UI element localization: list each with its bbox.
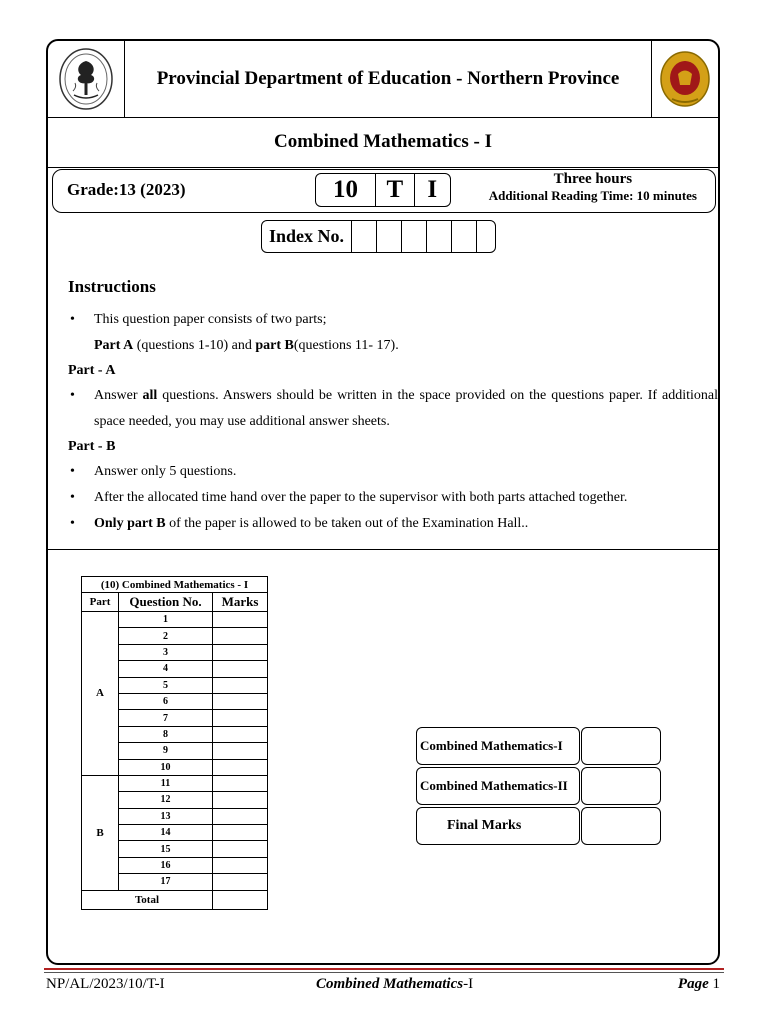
marks-cell[interactable]	[213, 841, 268, 857]
col-header-part: Part	[82, 593, 119, 612]
question-number: 3	[119, 644, 213, 660]
instruction-text: This question paper consists of two parts;	[94, 312, 327, 327]
question-number: 17	[119, 874, 213, 890]
subject-title: Combined Mathematics - I	[48, 117, 718, 168]
instruction-text: Answer	[94, 388, 143, 403]
question-number: 4	[119, 661, 213, 677]
instruction-emphasis: Only part B	[94, 516, 166, 531]
marks-cell[interactable]	[213, 710, 268, 726]
summary-marks-final[interactable]	[581, 807, 661, 845]
instruction-item	[68, 511, 718, 537]
time-info	[489, 171, 697, 204]
footer-subject-suffix: -I	[463, 976, 474, 992]
index-digit-field[interactable]	[427, 221, 452, 252]
marks-cell[interactable]	[213, 628, 268, 644]
question-number: 6	[119, 693, 213, 709]
question-number: 11	[119, 775, 213, 791]
col-header-question: Question No.	[119, 593, 213, 612]
index-digit-field[interactable]	[352, 221, 377, 252]
footer-rule	[44, 972, 724, 973]
instruction-subline	[68, 333, 718, 359]
instruction-text: questions. Answers should be written in the space provided on the questions paper. If additional space needed, you may use additional answer sheets.	[94, 388, 718, 429]
duration: Three hours	[553, 171, 633, 187]
summary-label-cm2: Combined Mathematics-II	[416, 767, 580, 805]
instruction-item	[68, 459, 718, 485]
index-digit-field[interactable]	[402, 221, 427, 252]
question-number: 8	[119, 726, 213, 742]
index-number-box	[261, 220, 496, 253]
page-number	[678, 976, 720, 993]
question-number: 16	[119, 857, 213, 873]
exam-frame	[46, 39, 720, 965]
grade-label: Grade:13 (2023)	[67, 180, 186, 199]
instruction-text: (questions 1-10) and	[133, 338, 256, 353]
footer-subject-name: Combined Mathematics	[316, 976, 464, 992]
summary-label-final: Final Marks	[416, 807, 580, 845]
national-emblem	[651, 41, 718, 117]
question-number: 7	[119, 710, 213, 726]
summary-row	[416, 807, 661, 845]
part-a-heading: Part - A	[68, 363, 116, 378]
bullet-icon: •	[70, 312, 75, 327]
grade-box	[52, 169, 716, 213]
bullet-icon: •	[70, 388, 75, 403]
instructions-heading: Instructions	[68, 277, 156, 296]
instruction-text: After the allocated time hand over the paper to the supervisor with both parts attached together.	[94, 490, 628, 505]
part-a-label: Part A	[94, 338, 134, 353]
paper-reference: NP/AL/2023/10/T-I	[46, 976, 165, 992]
marks-cell[interactable]	[213, 759, 268, 775]
code-part: I	[427, 176, 438, 203]
instruction-item	[68, 307, 718, 333]
question-number: 9	[119, 743, 213, 759]
index-digit-field[interactable]	[477, 221, 495, 252]
marks-cell[interactable]	[213, 825, 268, 841]
question-number: 5	[119, 677, 213, 693]
instruction-text: of the paper is allowed to be taken out of the Examination Hall..	[165, 516, 529, 531]
marks-cell[interactable]	[213, 874, 268, 890]
part-b-label: part B	[255, 338, 294, 353]
page-num: 1	[712, 976, 720, 992]
reading-time: Additional Reading Time: 10 minutes	[488, 188, 697, 203]
marks-table-title: (10) Combined Mathematics - I	[82, 577, 268, 593]
instruction-text: (questions 11- 17).	[293, 338, 399, 353]
summary-row	[416, 727, 661, 765]
instruction-text: Answer only 5 questions.	[94, 464, 237, 479]
question-number: 10	[119, 759, 213, 775]
paper-code	[315, 173, 451, 207]
footer-rule	[44, 968, 724, 970]
marks-cell[interactable]	[213, 661, 268, 677]
department-logo	[48, 41, 125, 117]
instruction-item	[68, 485, 718, 511]
question-number: 12	[119, 792, 213, 808]
marks-cell[interactable]	[213, 775, 268, 791]
instructions-section	[68, 277, 718, 537]
code-subject-number: 10	[316, 174, 376, 206]
marks-cell[interactable]	[213, 677, 268, 693]
index-digit-field[interactable]	[377, 221, 402, 252]
marks-cell[interactable]	[213, 808, 268, 824]
question-number: 13	[119, 808, 213, 824]
part-b-cell: B	[82, 775, 119, 890]
marks-cell[interactable]	[213, 743, 268, 759]
marks-table	[81, 576, 268, 910]
marks-cell[interactable]	[213, 644, 268, 660]
bullet-icon: •	[70, 516, 75, 531]
marks-cell[interactable]	[213, 857, 268, 873]
marks-cell[interactable]	[213, 693, 268, 709]
instruction-item	[68, 383, 718, 435]
marks-cell[interactable]	[213, 726, 268, 742]
summary-row	[416, 767, 661, 805]
bullet-icon: •	[70, 464, 75, 479]
section-divider	[48, 549, 718, 550]
total-marks-cell[interactable]	[213, 890, 268, 909]
col-header-marks: Marks	[213, 593, 268, 612]
summary-label-cm1: Combined Mathematics-I	[416, 727, 580, 765]
question-number: 14	[119, 825, 213, 841]
page-footer	[46, 976, 722, 998]
summary-marks-cm1[interactable]	[581, 727, 661, 765]
department-title: Provincial Department of Education - Northern Province	[156, 68, 620, 89]
marks-cell[interactable]	[213, 612, 268, 628]
total-label: Total	[82, 890, 213, 909]
header-row	[48, 41, 718, 118]
page-word: Page	[677, 976, 709, 992]
bullet-icon: •	[70, 490, 75, 505]
marks-cell[interactable]	[213, 792, 268, 808]
index-digit-field[interactable]	[452, 221, 477, 252]
question-number: 1	[119, 612, 213, 628]
part-a-cell: A	[82, 612, 119, 776]
footer-subject	[316, 976, 473, 993]
index-label: Index No.	[262, 221, 352, 252]
question-number: 15	[119, 841, 213, 857]
instruction-emphasis: all	[142, 388, 158, 403]
part-b-heading: Part - B	[68, 439, 116, 454]
marks-summary	[416, 727, 661, 847]
code-type: T	[376, 174, 414, 206]
question-number: 2	[119, 628, 213, 644]
summary-marks-cm2[interactable]	[581, 767, 661, 805]
